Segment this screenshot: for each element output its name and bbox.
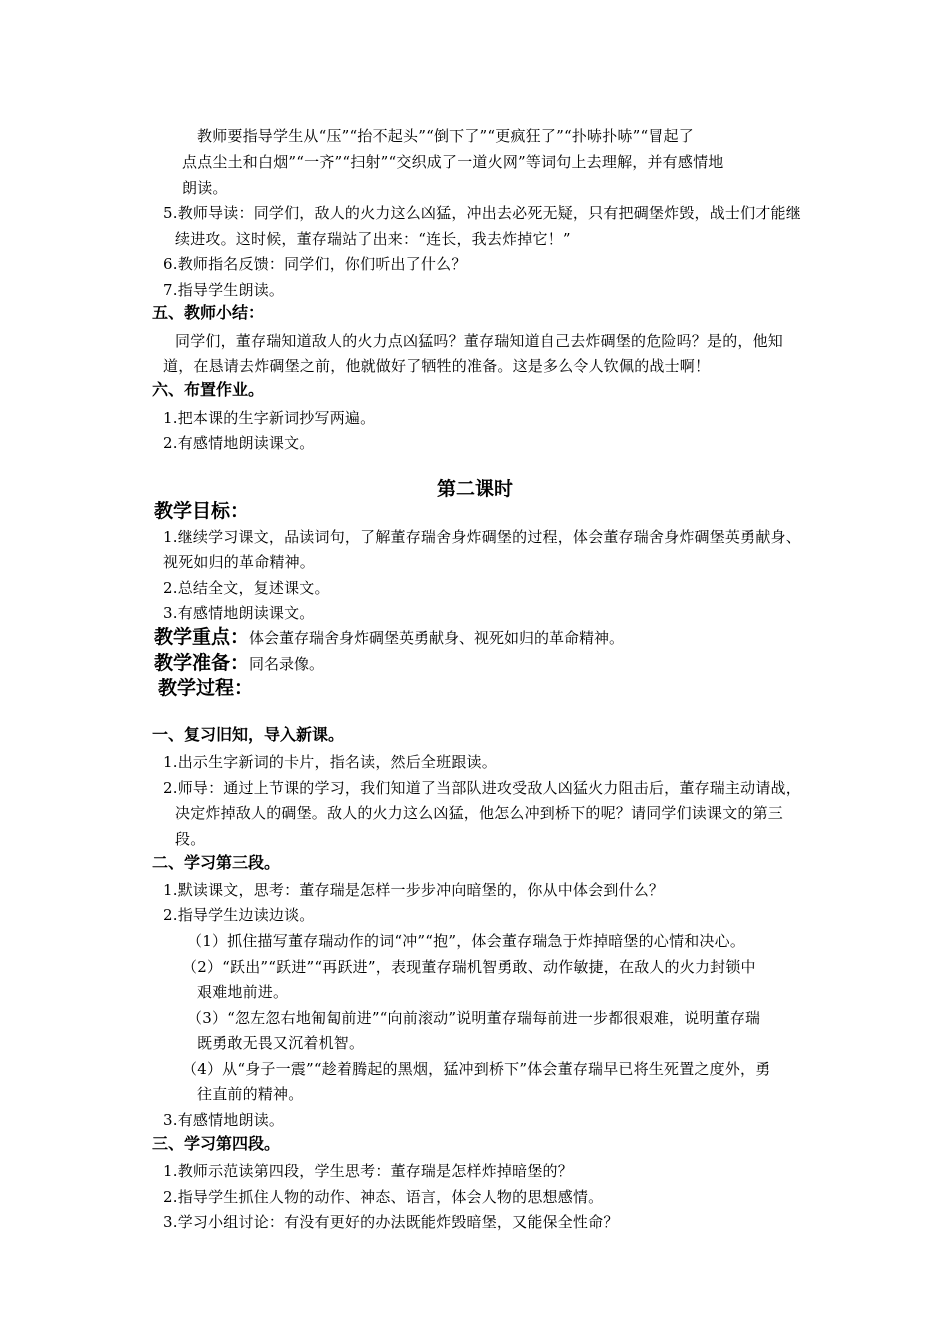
- list-item: 1.出示生字新词的卡片，指名读，然后全班跟读。: [163, 753, 497, 771]
- key-point: [154, 625, 624, 650]
- section-heading: 三、学习第四段。: [152, 1134, 281, 1153]
- list-item: 3.学习小组讨论：有没有更好的办法既能炸毁暗堡，又能保全性命？: [163, 1213, 619, 1231]
- paragraph-line: 同学们，董存瑞知道敌人的火力点凶猛吗？董存瑞知道自己去炸碉堡的危险吗？是的，他知: [175, 332, 784, 350]
- preparation-label: 教学准备：: [154, 652, 250, 674]
- paragraph-line: 点点尘土和白烟”“一齐”“扫射”“交织成了一道火网”等词句上去理解，并有感情地: [182, 153, 724, 171]
- paragraph-line: 教师要指导学生从“压”“抬不起头”“倒下了”“更疯狂了”“扑哧扑哧”“冒起了: [197, 127, 694, 145]
- list-item: 1.默读课文，思考：董存瑞是怎样一步步冲向暗堡的，你从中体会到什么？: [163, 881, 665, 899]
- list-item: 2.指导学生抓住人物的动作、神态、语言，体会人物的思想感情。: [163, 1188, 604, 1206]
- list-item: 1.把本课的生字新词抄写两遍。: [163, 409, 376, 427]
- process-heading: 教学过程：: [158, 677, 254, 699]
- sub-item-cont: 往直前的精神。: [197, 1085, 304, 1103]
- preparation-text: 同名录像。: [249, 655, 325, 673]
- key-point-label: 教学重点：: [154, 626, 250, 648]
- sub-item: （2）“跃出”“跃进”“再跃进”，表现董存瑞机智勇敢、动作敏捷，在敌人的火力封锁中: [182, 958, 756, 976]
- section-heading: 六、布置作业。: [152, 380, 265, 399]
- goal-item: 1.继续学习课文，品读词句，了解董存瑞舍身炸碉堡的过程，体会董存瑞舍身炸碉堡英勇献身、: [163, 528, 801, 546]
- list-item: 2.指导学生边读边谈。: [163, 906, 315, 924]
- list-item: 7.指导学生朗读。: [163, 281, 285, 299]
- goal-item: 2.总结全文，复述课文。: [163, 579, 330, 597]
- section-heading: 一、复习旧知，导入新课。: [152, 725, 345, 744]
- sub-item-cont: 既勇敢无畏又沉着机智。: [197, 1034, 365, 1052]
- list-item: 1.教师示范读第四段，学生思考：董存瑞是怎样炸掉暗堡的？: [163, 1162, 573, 1180]
- sub-item: （3）“忽左忽右地匍匐前进”“向前滚动”说明董存瑞每前进一步都很艰难，说明董存瑞: [187, 1009, 761, 1027]
- list-item: 2.师导：通过上节课的学习，我们知道了当部队进攻受敌人凶猛火力阻击后，董存瑞主动请战，: [163, 779, 801, 797]
- list-item: 5.教师导读：同学们，敌人的火力这么凶猛，冲出去必死无疑，只有把碉堡炸毁，战士们才能继: [163, 204, 801, 222]
- goal-item-cont: 视死如归的革命精神。: [163, 553, 316, 571]
- section-heading: 二、学习第三段。: [152, 853, 281, 872]
- list-item: 6.教师指名反馈：同学们，你们听出了什么？: [163, 255, 467, 273]
- list-item-cont: 决定炸掉敌人的碉堡。敌人的火力这么凶猛，他怎么冲到桥下的呢？请同学们读课文的第三: [175, 804, 784, 822]
- paragraph-line: 朗读。: [182, 179, 228, 197]
- sub-item: （1）抓住描写董存瑞动作的词“冲”“抱”，体会董存瑞急于炸掉暗堡的心情和决心。: [187, 932, 746, 950]
- goals-heading: 教学目标：: [154, 500, 250, 522]
- paragraph-line: 道，在恳请去炸碉堡之前，他就做好了牺牲的准备。这是多么令人钦佩的战士啊！: [163, 357, 711, 375]
- section-heading: 五、教师小结：: [152, 303, 265, 322]
- sub-item: （4）从“身子一震”“趁着腾起的黑烟，猛冲到桥下”体会董存瑞早已将生死置之度外，勇: [182, 1060, 771, 1078]
- goal-item: 3.有感情地朗读课文。: [163, 604, 315, 622]
- key-point-text: 体会董存瑞舍身炸碉堡英勇献身、视死如归的革命精神。: [249, 629, 625, 647]
- preparation: [154, 651, 324, 676]
- lesson-title: 第二课时: [436, 478, 513, 500]
- list-item: 3.有感情地朗读。: [163, 1111, 285, 1129]
- list-item-cont: 段。: [175, 830, 206, 848]
- sub-item-cont: 艰难地前进。: [197, 983, 289, 1001]
- list-item: 2.有感情地朗读课文。: [163, 434, 315, 452]
- list-item-cont: 续进攻。这时候，董存瑞站了出来：“连长，我去炸掉它！”: [175, 230, 571, 248]
